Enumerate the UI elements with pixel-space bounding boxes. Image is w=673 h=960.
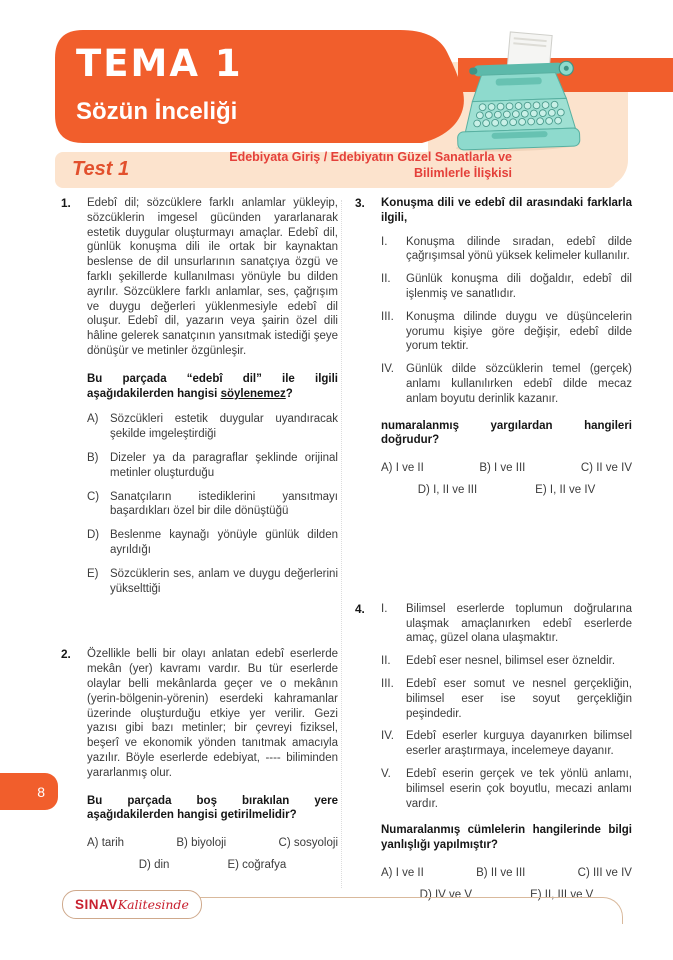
question-stem	[381, 419, 632, 449]
answer-option	[578, 866, 632, 881]
question-number: 2.	[61, 647, 71, 662]
option-text: Beslenme kaynağı yönüyle günlük dilden ayrıldığı	[110, 529, 338, 556]
answer-option	[581, 461, 632, 476]
option-text: I ve II	[395, 866, 424, 879]
option-label: A)	[87, 413, 99, 426]
question-body	[381, 196, 632, 498]
question-3	[355, 196, 632, 498]
question-number: 3.	[355, 196, 365, 210]
roman-item	[381, 677, 632, 721]
option-label: D)	[87, 529, 100, 542]
answer-option-row	[87, 858, 338, 873]
page-number: 8	[37, 783, 45, 800]
answer-option-row	[381, 461, 632, 476]
answer-option-row	[381, 866, 632, 881]
roman-item-text: Edebî eserin gerçek ve tek yönlü anlamı, bilimsel eserin çok boyutlu, mecazi anlamı vardır.	[406, 767, 632, 810]
option-text: IV ve V	[434, 888, 473, 901]
roman-item-label: V.	[381, 767, 391, 780]
option-label: C)	[577, 866, 590, 879]
column-divider	[341, 200, 342, 888]
option-label: A)	[381, 866, 393, 879]
test-label: Test 1	[72, 158, 130, 180]
question-body	[87, 196, 338, 605]
option-label: C)	[580, 462, 593, 475]
roman-item	[381, 235, 632, 265]
option-text: coğrafya	[242, 858, 287, 871]
question-1	[61, 196, 338, 605]
test-subtitle	[160, 150, 512, 181]
option-label: B)	[176, 837, 188, 850]
roman-item-text: Edebî eser nesnel, bilimsel eser özneldir.	[406, 655, 616, 668]
question-2	[61, 647, 338, 872]
question-column-left	[61, 196, 338, 873]
roman-item-label: II.	[381, 273, 391, 286]
question-stem	[87, 372, 338, 402]
question-stem	[381, 823, 632, 853]
answer-option-row	[87, 836, 338, 851]
answer-option	[87, 451, 338, 481]
question-paragraph: Özellikle belli bir olayı anlatan edebî eserlerde mekân (yer) kavramı vardır. Bu tür eserlerde olaylar belli mekânlarda geçer ve o mekânın (yerin-bölgenin-yörenin) eserdeki kahramanlar üzerinde oluşturduğu etkiye yer verilir. Gezi yazısı gibi bazı metinler; bir çevreyi fiziksel, beşerî ve ekonomik yönden tanıtmak amacıyla yazılır. Böyle eserlerde edebiyat, ---- biliminden yararlanmış olur.	[87, 648, 338, 779]
answer-option	[479, 461, 525, 476]
stem-part: Numaralanmış cümlelerin hangilerinde bilgi yanlışlığı yapılmıştır?	[381, 824, 632, 852]
roman-item-label: III.	[381, 310, 394, 323]
option-text: I ve II	[395, 462, 424, 475]
option-label: E)	[530, 888, 542, 901]
option-label: A)	[381, 462, 393, 475]
question-body	[87, 647, 338, 872]
question-stem	[87, 794, 338, 824]
roman-item	[381, 272, 632, 302]
answer-option	[381, 866, 424, 881]
option-text: III ve IV	[592, 866, 632, 879]
answer-option	[87, 528, 338, 558]
option-text: II ve IV	[596, 462, 632, 475]
question-body	[381, 602, 632, 903]
roman-item	[381, 310, 632, 354]
roman-item-label: IV.	[381, 730, 395, 743]
roman-item	[381, 729, 632, 759]
stem-part: ?	[285, 387, 293, 400]
roman-item-text: Günlük dilde sözcüklerin temel (gerçek) anlamı kullanılırken edebî dilde mecaz anlam boyutu derinlik kazanır.	[406, 363, 632, 405]
option-text: Sanatçıların istediklerini yansıtmayı başardıkları özel bir dile dönüştüğü	[110, 490, 338, 518]
answer-option	[476, 866, 525, 881]
question-number: 1.	[61, 196, 71, 210]
option-label: A)	[87, 837, 99, 850]
roman-item-label: I.	[381, 602, 388, 615]
roman-item-text: Bilimsel eserlerde toplumun doğrularına ulaşmak amaçlanırken edebî eserlerde amaç, güzel olana ulaşmaktır.	[406, 602, 632, 645]
option-text: din	[154, 858, 170, 871]
option-label: E)	[535, 483, 547, 496]
option-text: Sözcüklerin ses, anlam ve duygu değerlerini yükselttiği	[110, 567, 338, 595]
question-column-right	[355, 196, 632, 903]
answer-option	[279, 836, 338, 851]
stem-part: söylenemez	[220, 387, 286, 400]
answer-option	[381, 461, 424, 476]
answer-option	[139, 858, 170, 873]
option-label: C)	[278, 837, 291, 850]
roman-item	[381, 767, 632, 811]
stem-part: Bu parçada boş bırakılan yere aşağıdakilerden hangisi getirilmelidir?	[87, 794, 338, 822]
option-text: I, II ve IV	[549, 483, 596, 496]
roman-item	[381, 602, 632, 646]
option-text: II ve III	[490, 866, 526, 879]
answer-option	[87, 412, 338, 442]
option-text: Dizeler ya da paragraflar şeklinde orijinal metinler oluşturduğu	[110, 451, 338, 479]
option-label: B)	[87, 451, 99, 464]
roman-item-label: I.	[381, 235, 388, 248]
page-number-tab	[0, 773, 58, 810]
tema-label: TEMA 1	[76, 42, 243, 85]
option-text: II, III ve V	[544, 888, 594, 901]
option-text: I ve III	[494, 462, 526, 475]
question-number: 4.	[355, 601, 365, 616]
test-subtitle-line2: Bilimlerle İlişkisi	[414, 165, 512, 180]
answer-option-row	[381, 483, 632, 498]
question-paragraph: Edebî dil; sözcüklere farklı anlamlar yükleyip, sözcüklerin imgesel gücünden yararlanarak estetik duygular oluşturmayı amaçlar. Edebî dil, günlük konuşma dili ile ortak bir kaynaktan beslense de dil unsurlarının sanatçıya özgü ve farklı şekillerde kullanılması yönüyle bu dilden ayrılır. Sözcüklere farklı anlamlar, ses, çağrışım ve duygu değerleri yüklenmesiyle edebî dil oluşur. Edebî dil, yazarın veya şairin özel dili hâline gelerek sanatçının yansıtmak istediği şeye dönüşür ve metinler özgünleşir.	[87, 197, 338, 357]
answer-option	[87, 836, 124, 851]
roman-item-text: Edebî eserler kurguya dayanırken bilimsel eserler araştırmaya, incelemeye dayanır.	[406, 730, 632, 758]
answer-option	[87, 490, 338, 520]
option-text: biyoloji	[191, 837, 227, 850]
roman-item-text: Konuşma dilinde duygu ve düşüncelerin yorumu kişiye göre değişir, edebî dilde yorum tektir.	[406, 310, 632, 353]
option-text: sosyoloji	[293, 837, 338, 850]
answer-option	[87, 567, 338, 597]
brand-name: SINAV	[75, 897, 118, 912]
option-label: B)	[476, 866, 488, 879]
roman-item	[381, 654, 632, 669]
option-text: tarih	[101, 837, 125, 850]
option-label: C)	[87, 490, 100, 503]
option-label: E)	[227, 858, 239, 871]
option-label: E)	[87, 567, 99, 580]
brand-tagline: Kalitesinde	[117, 897, 189, 912]
option-label: D)	[417, 483, 430, 496]
roman-item-text: Günlük konuşma dili doğaldır, edebî dil işlenmiş ve sanatlıdır.	[406, 273, 632, 300]
roman-item-text: Edebî eser somut ve nesnel gerçekliğin, bilimsel eser ise soyut gerçekliğin peşindedir.	[406, 677, 632, 720]
question-intro: Konuşma dili ve edebî dil arasındaki farklarla ilgili,	[381, 197, 632, 224]
option-label: B)	[479, 462, 491, 475]
stem-part: Bu parçada “edebî dil” ile ilgili aşağıdakilerden hangisi	[87, 372, 338, 400]
brand-logo	[62, 890, 202, 919]
roman-item-text: Konuşma dilinde sıradan, edebî dilde çağrışımsal yönü yüksek kelimeler kullanılır.	[406, 235, 632, 263]
option-label: D)	[138, 858, 151, 871]
roman-item	[381, 362, 632, 406]
roman-item-label: II.	[381, 655, 391, 668]
test-subtitle-line1: Edebiyata Giriş / Edebiyatın Güzel Sanatlarla ve	[229, 150, 512, 164]
answer-option	[176, 836, 226, 851]
roman-item-label: IV.	[381, 363, 395, 376]
answer-option	[418, 483, 477, 498]
option-text: Sözcükleri estetik duygular uyandıracak şekilde imgeleştirdiği	[110, 413, 338, 441]
option-label: D)	[419, 888, 432, 901]
answer-option	[227, 858, 286, 873]
option-text: I, II ve III	[433, 483, 478, 496]
roman-item-label: III.	[381, 677, 394, 690]
stem-part: numaralanmış yargılardan hangileri doğrudur?	[381, 419, 632, 447]
tema-title: Sözün İnceliği	[76, 98, 238, 125]
question-4	[355, 602, 632, 903]
answer-option	[535, 483, 595, 498]
